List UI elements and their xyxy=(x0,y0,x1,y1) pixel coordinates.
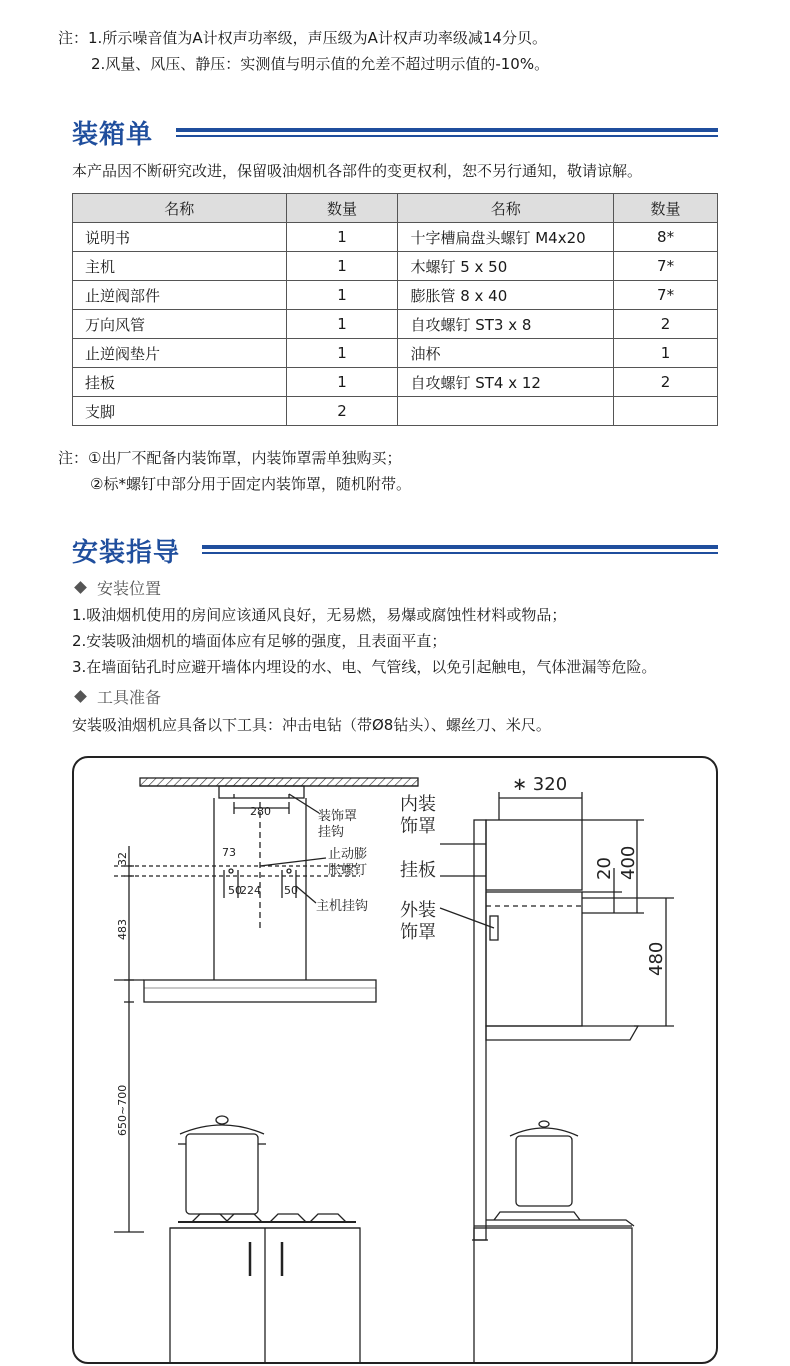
location-subheading: 安装位置 xyxy=(76,576,161,599)
cell-name: 膨胀管 8 x 40 xyxy=(398,281,614,310)
install-title: 安装指导 xyxy=(72,538,181,568)
location-item: 2.安装吸油烟机的墙面体应有足够的强度，且表面平直； xyxy=(72,632,447,650)
install-title-bar xyxy=(202,545,718,554)
cell-qty: 2 xyxy=(614,310,718,339)
cell-name: 自攻螺钉 ST3 x 8 xyxy=(398,310,614,339)
table-row xyxy=(73,223,718,252)
col-qty-2: 数量 xyxy=(614,194,718,223)
install-section-header xyxy=(72,532,180,569)
packing-note-line1: 注：①出厂不配备内装饰罩，内装饰罩需单独购买； xyxy=(58,449,402,467)
cell-name: 十字槽扁盘头螺钉 M4x20 xyxy=(398,223,614,252)
cell-name: 自攻螺钉 ST4 x 12 xyxy=(398,368,614,397)
label-screw-2: 胀螺钉 xyxy=(328,863,368,878)
dim-20: 20 xyxy=(594,857,615,880)
label-outer-cover-1: 外装 xyxy=(400,900,436,921)
label-inner-cover-2: 饰罩 xyxy=(400,816,436,837)
diamond-bullet-icon xyxy=(74,581,87,594)
diamond-bullet-icon xyxy=(74,690,87,703)
top-note-line2: 2.风量、风压、静压：实测值与明示值的允差不超过明示值的-10%。 xyxy=(91,55,550,73)
cell-qty: 1 xyxy=(286,252,398,281)
hood-body xyxy=(144,980,376,1002)
packing-title-bar xyxy=(176,128,718,137)
dim-73: 73 xyxy=(222,846,236,859)
cell-qty: 2 xyxy=(286,397,398,426)
label-hanging-plate: 挂板 xyxy=(400,860,436,881)
location-item: 1.吸油烟机使用的房间应该通风良好，无易燃，易爆或腐蚀性材料或物品； xyxy=(72,606,567,624)
cover-hook-bracket xyxy=(219,786,304,798)
cell-qty: 1 xyxy=(286,281,398,310)
right-pot xyxy=(516,1136,572,1206)
cell-qty xyxy=(614,397,718,426)
cell-qty: 1 xyxy=(286,223,398,252)
wall xyxy=(474,820,486,1240)
dim-224: 224 xyxy=(240,884,261,897)
cell-name: 止逆阀部件 xyxy=(73,281,287,310)
cell-name xyxy=(398,397,614,426)
dim-32: 32 xyxy=(116,852,129,866)
dim-320: ∗ 320 xyxy=(512,774,568,795)
top-note-line1: 注：1.所示噪音值为A计权声功率级，声压级为A计权声功率级减14分贝。 xyxy=(58,29,547,47)
inner-cover xyxy=(486,820,582,890)
tools-subheading: 工具准备 xyxy=(76,685,161,708)
cell-name: 万向风管 xyxy=(73,310,287,339)
cell-qty: 2 xyxy=(614,368,718,397)
ceiling-hatch xyxy=(140,778,418,786)
col-name-1: 名称 xyxy=(73,194,287,223)
cell-qty: 1 xyxy=(286,339,398,368)
installation-diagram xyxy=(72,756,718,1364)
packing-table-header xyxy=(73,194,718,223)
label-outer-cover-2: 饰罩 xyxy=(400,922,436,943)
left-pot xyxy=(186,1134,258,1214)
table-row xyxy=(73,281,718,310)
dim-480: 480 xyxy=(646,941,667,976)
cell-qty: 1 xyxy=(286,368,398,397)
tools-text: 安装吸油烟机应具备以下工具：冲击电钻（带Ø8钻头）、螺丝刀、米尺。 xyxy=(72,716,551,734)
packing-title: 装箱单 xyxy=(72,120,154,150)
label-inner-cover-1: 内装 xyxy=(400,794,436,815)
label-hook-1: 装饰罩 xyxy=(318,809,358,824)
dim-280: 280 xyxy=(250,805,271,818)
table-row xyxy=(73,339,718,368)
cell-name: 支脚 xyxy=(73,397,287,426)
cell-qty: 7* xyxy=(614,281,718,310)
dim-650-700: 650~700 xyxy=(116,1084,129,1136)
cell-qty: 1 xyxy=(286,310,398,339)
table-row xyxy=(73,252,718,281)
dim-400: 400 xyxy=(618,845,639,880)
packing-section-header xyxy=(72,114,153,151)
col-qty-1: 数量 xyxy=(286,194,398,223)
installation-diagram-svg xyxy=(74,758,718,1364)
cell-name: 木螺钉 5 x 50 xyxy=(398,252,614,281)
table-row xyxy=(73,310,718,339)
packing-note-line2: ②标*螺钉中部分用于固定内装饰罩，随机附带。 xyxy=(90,475,411,493)
label-hook-2: 挂钩 xyxy=(318,825,345,840)
label-main-hook: 主机挂钩 xyxy=(316,899,369,914)
dim-50-left: 50 xyxy=(228,884,242,897)
location-item: 3.在墙面钻孔时应避开墙体内埋设的水、电、气管线，以免引起触电，气体泄漏等危险。 xyxy=(72,658,657,676)
side-hood xyxy=(486,1026,638,1040)
packing-table xyxy=(72,193,718,426)
cell-name: 主机 xyxy=(73,252,287,281)
cell-name: 油杯 xyxy=(398,339,614,368)
cell-qty: 1 xyxy=(614,339,718,368)
cell-qty: 8* xyxy=(614,223,718,252)
dim-50-right: 50 xyxy=(284,884,298,897)
dim-483: 483 xyxy=(116,919,129,940)
top-note-prefix: 注： xyxy=(58,29,89,47)
packing-intro: 本产品因不断研究改进，保留吸油烟机各部件的变更权利，恕不另行通知，敬请谅解。 xyxy=(72,162,643,180)
label-screw-1: 止动膨 xyxy=(328,847,368,862)
cell-qty: 7* xyxy=(614,252,718,281)
table-row xyxy=(73,368,718,397)
cell-name: 说明书 xyxy=(73,223,287,252)
table-row xyxy=(73,397,718,426)
cell-name: 挂板 xyxy=(73,368,287,397)
col-name-2: 名称 xyxy=(398,194,614,223)
outer-cover xyxy=(486,892,582,1026)
right-cabinet xyxy=(474,1228,632,1364)
cell-name: 止逆阀垫片 xyxy=(73,339,287,368)
